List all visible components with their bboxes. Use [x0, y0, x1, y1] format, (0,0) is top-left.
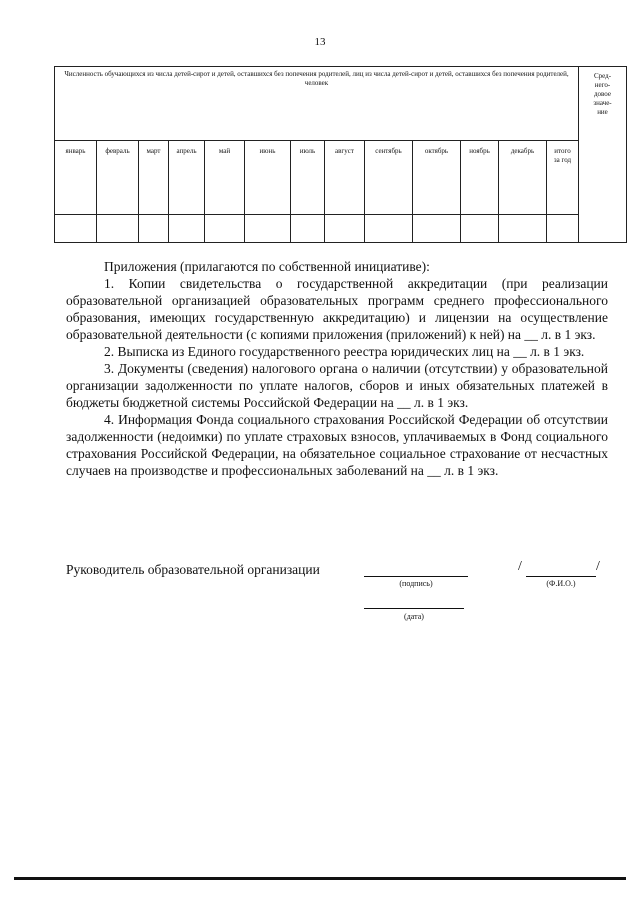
appendix-intro: Приложения (прилагаются по собственной инициативе):	[104, 259, 430, 274]
value-cell[interactable]	[365, 215, 413, 243]
average-value-header: Сред- него- довое значе- ние	[579, 67, 627, 243]
month-cell: февраль	[97, 141, 139, 215]
signature-line[interactable]	[364, 576, 468, 577]
value-cell[interactable]	[461, 215, 499, 243]
statistics-table	[54, 66, 627, 243]
month-cell: сентябрь	[365, 141, 413, 215]
signature-label: Руководитель образовательной организации	[66, 562, 320, 577]
date-line[interactable]	[364, 608, 464, 609]
month-cell: июнь	[245, 141, 291, 215]
signature-caption: (подпись)	[399, 579, 433, 588]
date-caption: (дата)	[404, 612, 424, 621]
value-cell[interactable]	[499, 215, 547, 243]
value-cell[interactable]	[169, 215, 205, 243]
appendix-section	[66, 258, 608, 479]
page-number: 13	[314, 36, 326, 48]
value-cell[interactable]	[547, 215, 579, 243]
value-cell[interactable]	[325, 215, 365, 243]
appendix-item: 4. Информация Фонда социального страхования Российской Федерации об отсутствии задолженности (недоимки) по уплате страховых взносов, уплачиваемых в Фонд социального страхования Российской Федерации, на обязательное социальное страхование от несчастных случаев на производстве и профессиональных заболеваний на __ л. в 1 экз.	[66, 412, 608, 478]
value-cell[interactable]	[139, 215, 169, 243]
slash-right: /	[596, 559, 600, 574]
month-cell: ноябрь	[461, 141, 499, 215]
month-cell: апрель	[169, 141, 205, 215]
month-cell: август	[325, 141, 365, 215]
value-cell[interactable]	[245, 215, 291, 243]
month-cell: декабрь	[499, 141, 547, 215]
month-cell: июль	[291, 141, 325, 215]
value-cell[interactable]	[55, 215, 97, 243]
total-year-cell: итого за год	[547, 141, 579, 215]
month-cell: октябрь	[413, 141, 461, 215]
value-cell[interactable]	[205, 215, 245, 243]
month-cell: май	[205, 141, 245, 215]
value-cell[interactable]	[291, 215, 325, 243]
value-cell[interactable]	[97, 215, 139, 243]
bottom-rule	[14, 877, 626, 880]
appendix-item: 1. Копии свидетельства о государственной аккредитации (при реализации образовательной организацией образовательных программ среднего профессионального образования, имеющих государственную аккредитацию) и лицензии на осуществление образовательной деятельности (с копиями приложения (приложений) к ней) на __ л. в 1 экз.	[66, 276, 608, 342]
slash-left: /	[518, 559, 522, 574]
appendix-item: 2. Выписка из Единого государственного реестра юридических лиц на __ л. в 1 экз.	[104, 344, 585, 359]
appendix-item: 3. Документы (сведения) налогового органа о наличии (отсутствии) у образовательной организации задолженности по уплате налогов, сборов и иных обязательных платежей в бюджеты бюджетной системы Российской Федерации на __ л. в 1 экз.	[66, 361, 608, 410]
value-cell[interactable]	[413, 215, 461, 243]
name-line[interactable]	[526, 576, 596, 577]
name-caption: (Ф.И.О.)	[546, 579, 576, 588]
table-header: Численность обучающихся из числа детей-сирот и детей, оставшихся без попечения родителей, лиц из числа детей-сирот и детей, оставшихся без попечения родителей, человек	[55, 67, 579, 141]
month-cell: март	[139, 141, 169, 215]
month-cell: январь	[55, 141, 97, 215]
